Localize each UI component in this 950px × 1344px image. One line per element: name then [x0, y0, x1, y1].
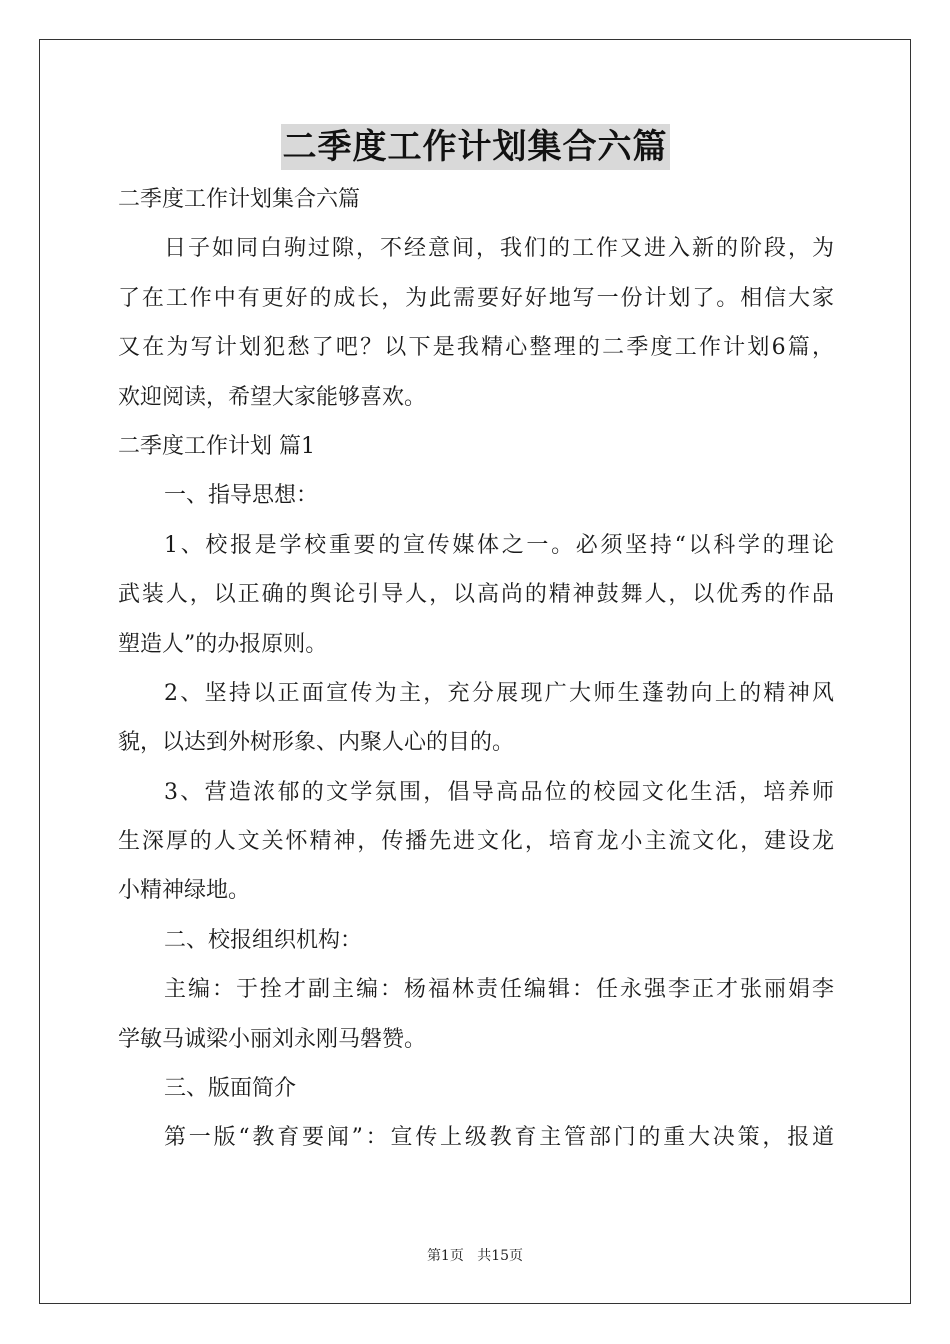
- paragraph-line: 生深厚的人文关怀精神，传播先进文化，培育龙小主流文化，建设龙: [118, 829, 834, 855]
- paragraph-line: 小精神绿地。: [118, 878, 251, 904]
- paragraph-line: 主编：于拴才副主编：杨福林责任编辑：任永强李正才张丽娟李: [164, 977, 834, 1003]
- subsection-heading: 三、版面简介: [164, 1076, 297, 1102]
- document-body: [118, 175, 834, 1163]
- paragraph-line: 3、营造浓郁的文学氛围，倡导高品位的校园文化生活，培养师: [164, 779, 834, 805]
- page-footer: [0, 1246, 950, 1266]
- paragraph-line: 1、校报是学校重要的宣传媒体之一。必须坚持“以科学的理论: [164, 532, 834, 558]
- paragraph-line: 第一版“教育要闻”：宣传上级教育主管部门的重大决策，报道: [164, 1125, 834, 1151]
- page-number: 第1页: [426, 1248, 464, 1264]
- paragraph-line: 2、坚持以正面宣传为主，充分展现广大师生蓬勃向上的精神风: [164, 680, 834, 706]
- paragraph-line: 武装人，以正确的舆论引导人，以高尚的精神鼓舞人，以优秀的作品: [118, 582, 834, 608]
- paragraph-line: 学敏马诚梁小丽刘永刚马磐赞。: [118, 1026, 427, 1052]
- subsection-heading: 二、校报组织机构：: [164, 927, 363, 953]
- paragraph-line: 日子如同白驹过隙，不经意间，我们的工作又进入新的阶段，为: [164, 236, 834, 262]
- document-title: 二季度工作计划集合六篇: [281, 124, 670, 170]
- subsection-heading: 一、指导思想：: [164, 483, 319, 509]
- paragraph-line: 貌，以达到外树形象、内聚人心的目的。: [118, 730, 515, 756]
- paragraph-line: 塑造人”的办报原则。: [118, 631, 328, 657]
- paragraph-line: 欢迎阅读，希望大家能够喜欢。: [118, 384, 427, 410]
- section-heading: 二季度工作计划 篇1: [118, 433, 315, 459]
- title-container: [0, 124, 950, 170]
- paragraph-line: 又在为写计划犯愁了吧？以下是我精心整理的二季度工作计划6篇，: [118, 335, 834, 361]
- subtitle-line: 二季度工作计划集合六篇: [118, 187, 361, 212]
- page-total: 共15页: [477, 1248, 524, 1264]
- paragraph-line: 了在工作中有更好的成长，为此需要好好地写一份计划了。相信大家: [118, 285, 834, 311]
